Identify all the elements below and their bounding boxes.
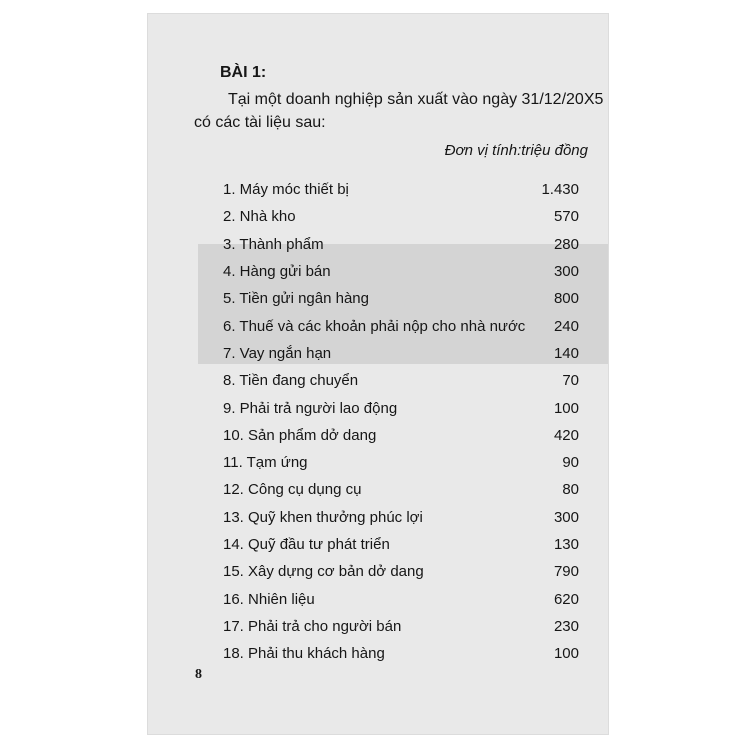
item-label: 15. Xây dựng cơ bản dở dang xyxy=(223,563,424,581)
item-label: 6. Thuế và các khoản phải nộp cho nhà nước xyxy=(223,317,526,335)
item-value: 90 xyxy=(562,454,579,472)
item-label: 13. Quỹ khen thưởng phúc lợi xyxy=(223,508,423,526)
item-label: 4. Hàng gửi bán xyxy=(223,263,331,281)
list-item xyxy=(223,422,579,449)
item-value: 280 xyxy=(553,235,579,253)
intro-paragraph: Tại một doanh nghiệp sản xuất vào ngày 31/12/20X5 có các tài liệu sau: xyxy=(194,91,604,131)
list-item xyxy=(223,312,579,339)
item-value: 100 xyxy=(553,399,579,417)
list-item xyxy=(223,367,579,394)
item-label: 1. Máy móc thiết bị xyxy=(223,181,349,199)
list-item xyxy=(223,231,579,258)
list-item xyxy=(223,203,579,230)
item-label: 12. Công cụ dụng cụ xyxy=(223,481,362,499)
list-item xyxy=(223,340,579,367)
item-label: 16. Nhiên liệu xyxy=(223,590,315,608)
item-value: 240 xyxy=(553,317,579,335)
item-label: 5. Tiền gửi ngân hàng xyxy=(223,290,369,308)
item-value: 620 xyxy=(553,590,579,608)
list-item xyxy=(223,394,579,421)
item-value: 70 xyxy=(562,372,579,390)
item-list xyxy=(223,176,579,667)
list-item xyxy=(223,531,579,558)
item-value: 300 xyxy=(553,508,579,526)
document-page xyxy=(148,14,608,734)
unit-note: Đơn vị tính:triệu đồng xyxy=(444,142,588,159)
exercise-heading: BÀI 1: xyxy=(220,64,267,81)
item-value: 800 xyxy=(553,290,579,308)
item-value: 80 xyxy=(562,481,579,499)
list-item xyxy=(223,585,579,612)
item-label: 18. Phải thu khách hàng xyxy=(223,645,385,663)
item-value: 570 xyxy=(553,208,579,226)
item-label: 7. Vay ngắn hạn xyxy=(223,344,332,362)
item-value: 140 xyxy=(553,344,579,362)
list-item xyxy=(223,476,579,503)
list-item xyxy=(223,504,579,531)
item-label: 11. Tạm ứng xyxy=(223,454,308,472)
item-label: 9. Phải trả người lao động xyxy=(223,399,398,417)
item-label: 3. Thành phẩm xyxy=(223,235,324,253)
list-item xyxy=(223,640,579,667)
item-label: 8. Tiền đang chuyển xyxy=(223,372,359,390)
list-item xyxy=(223,258,579,285)
item-label: 2. Nhà kho xyxy=(223,208,296,226)
item-label: 14. Quỹ đầu tư phát triển xyxy=(223,536,390,553)
item-value: 300 xyxy=(553,263,579,281)
list-item xyxy=(223,558,579,585)
item-value: 230 xyxy=(553,617,579,635)
page-number: 8 xyxy=(195,667,202,682)
item-label: 17. Phải trả cho người bán xyxy=(223,617,402,635)
item-label: 10. Sản phẩm dở dang xyxy=(223,426,377,444)
list-item xyxy=(223,613,579,640)
item-value: 1.430 xyxy=(541,181,579,199)
item-value: 420 xyxy=(553,426,579,444)
list-item xyxy=(223,176,579,203)
list-item xyxy=(223,449,579,476)
item-value: 130 xyxy=(553,536,579,553)
item-value: 790 xyxy=(553,563,579,581)
list-item xyxy=(223,285,579,312)
item-value: 100 xyxy=(553,645,579,663)
